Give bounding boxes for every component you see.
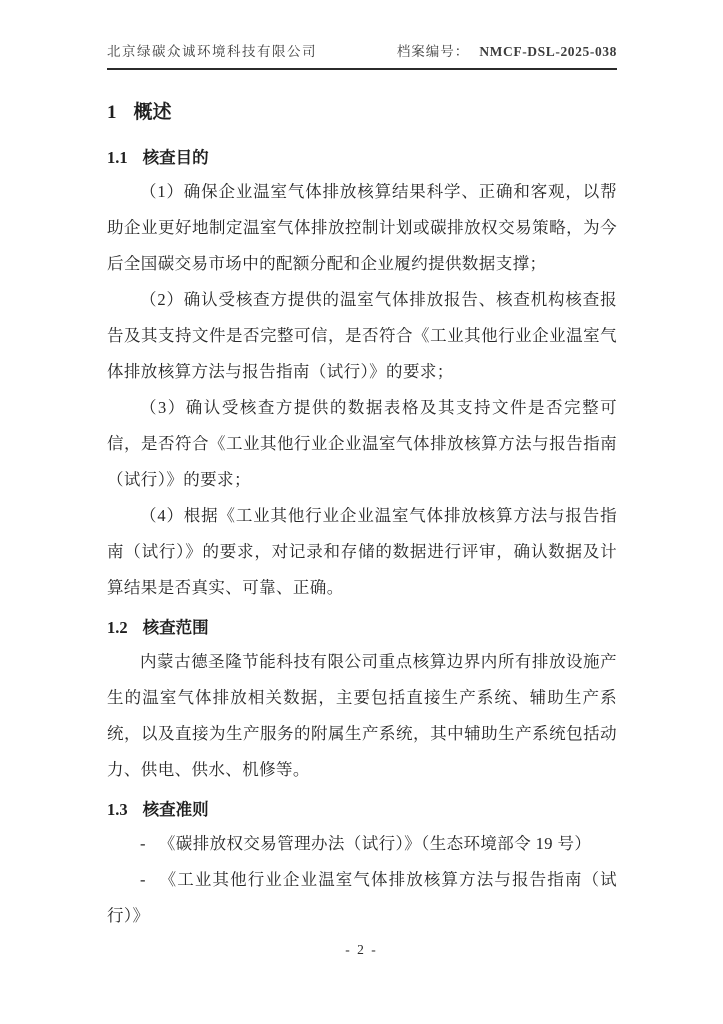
paragraph-purpose-1: （1）确保企业温室气体排放核算结果科学、正确和客观，以帮助企业更好地制定温室气体排放控制计划或碳排放权交易策略，为今后全国碳交易市场中的配额分配和企业履约提供数据支撑； — [107, 182, 617, 273]
company-name: 北京绿碳众诚环境科技有限公司 — [107, 44, 317, 59]
page-number: - 2 - — [345, 942, 378, 957]
bullet-item-criteria-1 — [107, 826, 617, 862]
paragraph-scope: 内蒙古德圣隆节能科技有限公司重点核算边界内所有排放设施产生的温室气体排放相关数据，主要包括直接生产系统、辅助生产系统，以及直接为生产服务的附属生产系统，其中辅助生产系统包括动力、供电、供水、机修等。 — [107, 652, 617, 779]
page-footer — [0, 938, 723, 962]
heading-number: 1.2 — [107, 618, 128, 637]
paragraph-purpose-4: （4）根据《工业其他行业企业温室气体排放核算方法与报告指南（试行）》的要求，对记录和存储的数据进行评审，确认数据及计算结果是否真实、可靠、正确。 — [107, 506, 617, 597]
file-number — [397, 44, 617, 60]
section-heading-1-3 — [107, 800, 617, 820]
file-number-value: NMCF-DSL-2025-038 — [479, 44, 617, 59]
heading-number: 1.3 — [107, 800, 128, 819]
heading-title: 核查范围 — [142, 618, 209, 637]
heading-title: 核查目的 — [142, 148, 209, 167]
heading-number: 1.1 — [107, 148, 128, 167]
bullet-text: 《工业其他行业企业温室气体排放核算方法与报告指南（试行）》 — [107, 870, 617, 925]
section-heading-1-1 — [107, 148, 617, 168]
bullet-text: 《碳排放权交易管理办法（试行）》（生态环境部令 19 号） — [158, 834, 592, 853]
heading-title: 核查准则 — [142, 800, 209, 819]
section-heading-1 — [107, 102, 617, 124]
page-header — [107, 44, 617, 70]
file-number-label: 档案编号： — [396, 44, 470, 59]
heading-title: 概述 — [133, 102, 172, 123]
section-heading-1-2 — [107, 618, 617, 638]
bullet-marker: - — [140, 870, 146, 889]
paragraph-purpose-2: （2）确认受核查方提供的温室气体排放报告、核查机构核查报告及其支持文件是否完整可信，是否符合《工业其他行业企业温室气体排放核算方法与报告指南（试行）》的要求； — [107, 290, 617, 381]
paragraph-purpose-3: （3）确认受核查方提供的数据表格及其支持文件是否完整可信，是否符合《工业其他行业企业温室气体排放核算方法与报告指南（试行）》的要求； — [107, 398, 617, 489]
bullet-marker: - — [140, 834, 146, 853]
heading-number: 1 — [107, 102, 117, 123]
bullet-item-criteria-2 — [107, 862, 617, 934]
